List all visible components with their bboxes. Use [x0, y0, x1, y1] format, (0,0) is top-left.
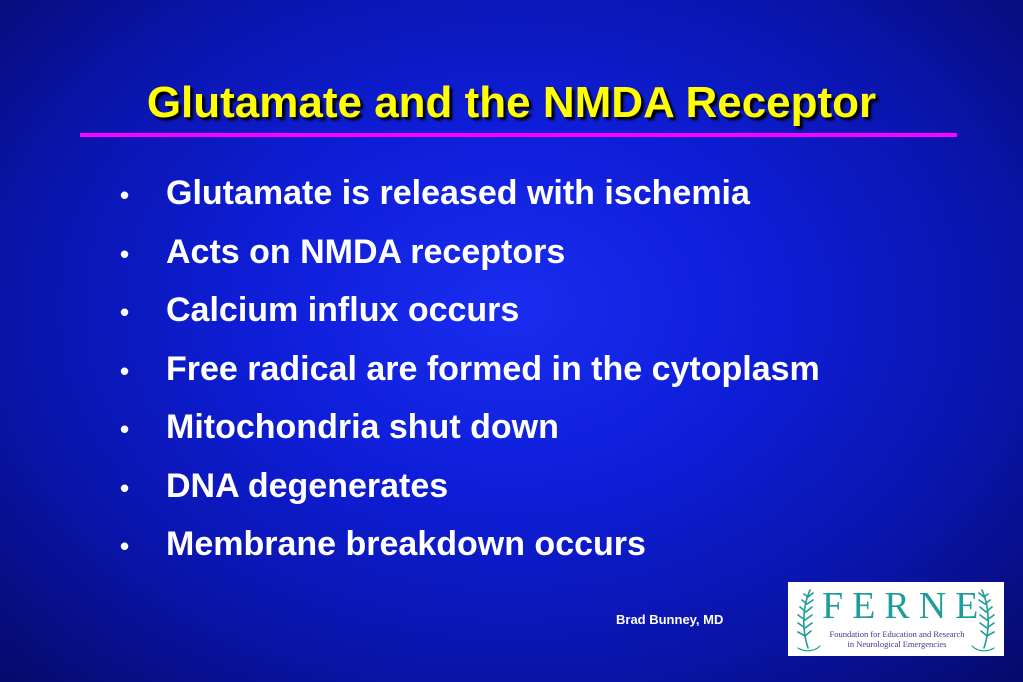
bullet-icon: •: [120, 531, 130, 561]
bullet-text: DNA degenerates: [166, 466, 449, 505]
bullet-item: [120, 408, 820, 467]
bullet-text: Acts on NMDA receptors: [166, 232, 566, 271]
ferne-logo: [788, 582, 1004, 656]
bullet-list: [120, 174, 820, 584]
bullet-text: Calcium influx occurs: [166, 291, 520, 329]
bullet-icon: •: [120, 355, 130, 386]
bullet-icon: •: [120, 414, 130, 444]
author-credit: Brad Bunney, MD: [616, 612, 724, 627]
bullet-item: [120, 233, 820, 292]
bullet-item: [120, 350, 820, 409]
bullet-text: Mitochondria shut down: [166, 408, 559, 446]
bullet-icon: •: [120, 297, 130, 327]
bullet-icon: •: [120, 238, 130, 269]
bullet-icon: •: [120, 180, 130, 210]
logo-tagline-line2: in Neurological Emergencies: [847, 639, 947, 649]
logo-tagline-line1: Foundation for Education and Research: [829, 629, 965, 639]
slide-title: Glutamate and the NMDA Receptor: [146, 78, 877, 127]
bullet-item: [120, 525, 820, 584]
bullet-icon: •: [120, 472, 130, 503]
bullet-item: [120, 174, 820, 233]
title-underline: [80, 133, 957, 137]
bullet-item: [120, 291, 820, 350]
bullet-item: [120, 467, 820, 526]
bullet-text: Glutamate is released with ischemia: [166, 174, 750, 212]
bullet-text: Free radical are formed in the cytoplasm: [166, 349, 820, 388]
bullet-text: Membrane breakdown occurs: [166, 525, 646, 563]
logo-wordmark: FERNE: [822, 585, 988, 627]
